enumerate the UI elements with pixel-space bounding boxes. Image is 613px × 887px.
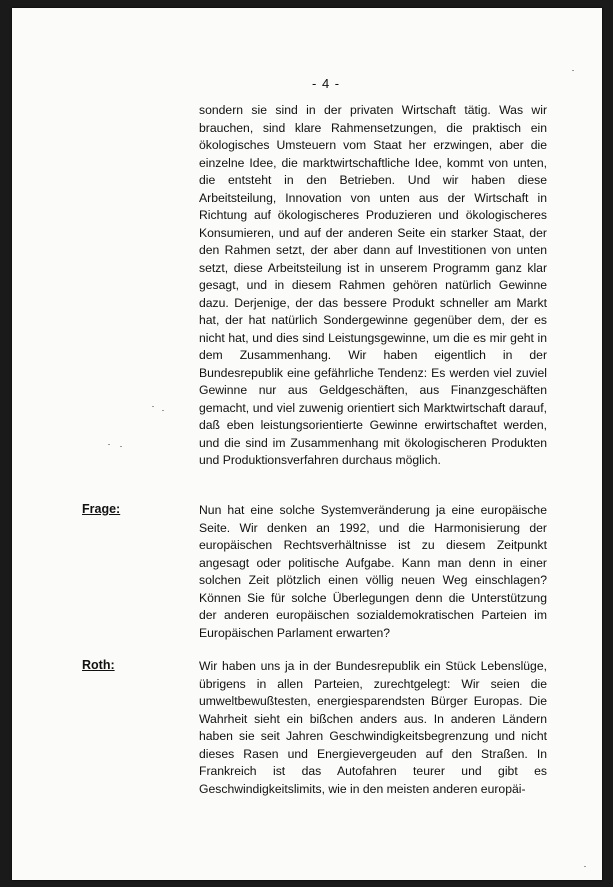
speaker-label-roth: Roth:	[82, 658, 115, 672]
paragraph-continuation: sondern sie sind in der privaten Wirtschaft tätig. Was wir brauchen, sind klare Rahmensetzungen, die praktisch ein ökologisches Umsteuern vom Staat her erzwingen, aber die einzelne Idee, die marktwirtschaftliche Idee, kommt von unten, die entsteht in den Betrieben. Und wir haben diese Arbeitsteilung, Innovation von unten aus der Wirtschaft in Richtung auf ökologischeres Produzieren und ökologischeres Konsumieren, und auf der anderen Seite ein starker Staat, der den Rahmen setzt, der aber dann auf Investitionen von unten setzt, diese Arbeitsteilung ist in unserem Programm ganz klar gesagt, und in diesem Rahmen gehören natürlich Gewinne dazu. Derjenige, der das bessere Produkt schneller am Markt hat, der hat natürlich Sondergewinne gegenüber dem, der es nicht hat, und dies sind Leistungsgewinne, um die es mir geht in dem Zusammenhang. Wir haben eigentlich in der Bundesrepublik eine gefährliche Tendenz: Es werden viel zuviel Gewinne nur aus Geldgeschäften, aus Finanzgeschäften gemacht, und viel zuwenig orientiert sich Marktwirtschaft darauf, daß eben leistungsorientierte Gewinne erwirtschaftet werden, und die sind im Zusammenhang mit ökologischeren Produkten und Produktionsverfahren durchaus möglich.	[199, 103, 547, 467]
scan-speck	[572, 70, 574, 71]
paragraph-roth: Wir haben uns ja in der Bundesrepublik ein Stück Lebenslüge, übrigens in allen Parteien, zurechtgelegt: Wir seien die umweltbewußtesten, energiesparendsten Bürger Europas. Die Wahrheit sieht ein bißchen anders aus. In anderen Ländern haben sie seit Jahren Geschwindigkeitsbegrenzung und nicht dieses Rasen und Energievergeuden auf den Straßen. In Frankreich ist das Autofahren teurer und gibt es Geschwindigkeitslimits, wie in den meisten anderen europäi-	[199, 659, 547, 796]
scan-speck	[120, 446, 122, 447]
speaker-label-frage: Frage:	[82, 502, 121, 516]
paragraph-frage: Nun hat eine solche Systemveränderung ja eine europäische Seite. Wir denken an 1992, und die Harmonisierung der europäischen Rechtsverhältnisse ist zu diesem Zeitpunkt angesagt oder politische Aufgabe. Kann man denn in einer solchen Zeit plötzlich einen völlig neuen Weg einschlagen? Können Sie für solche Überlegungen denn die Unterstützung der anderen europäischen sozialdemokratischen Parteien im Europäischen Parlament erwarten?	[199, 503, 547, 640]
scan-speck	[108, 444, 110, 445]
scan-speck	[162, 410, 164, 411]
document-page	[12, 8, 602, 880]
scan-speck	[152, 406, 154, 407]
page-number: - 4 -	[312, 76, 341, 91]
scan-speck	[584, 866, 586, 867]
